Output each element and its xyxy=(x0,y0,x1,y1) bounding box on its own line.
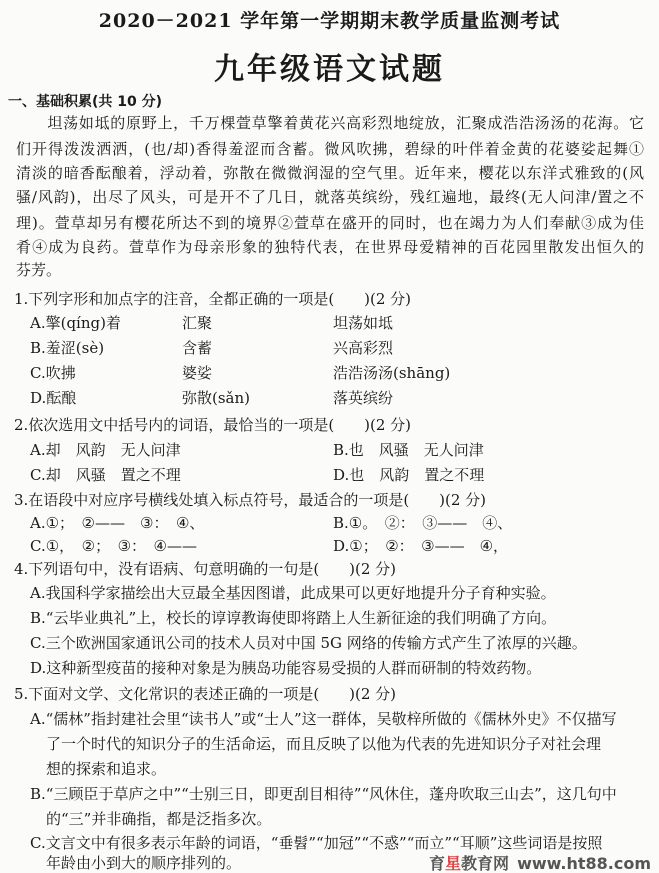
q1-option-d: 弥散(sǎn) xyxy=(182,389,251,407)
q1-option-a: 汇聚 xyxy=(182,314,213,332)
q1-option-c: C.吹拂 xyxy=(30,364,76,382)
q5-option-b: B.“三顾臣于草庐之中”“士别三日，即更刮目相待”“风休住，蓬舟吹取三山去”，这几句中 xyxy=(30,785,617,803)
q4-option-d: D.这种新型疫苗的接种对象是为胰岛功能容易受损的人群而研制的特效药物。 xyxy=(30,659,542,677)
passage-line: 理)。萱草却另有樱花所达不到的境界②萱草在盛开的同时，也在竭力为人们奉献③成为佳 xyxy=(16,214,644,232)
question-5-stem: 5.下面对文学、文化常识的表述正确的一项是( )(2 分) xyxy=(14,685,397,703)
q5-option-a: A.“儒林”指封建社会里“读书人”或“士人”这一群体，吴敬梓所做的《儒林外史》不仅描写 xyxy=(30,710,617,728)
q1-option-d: D.酝酿 xyxy=(30,389,77,407)
passage-line: 们开得泼泼洒洒，(也/却)香得羞涩而含蓄。微风吹拂，碧绿的叶伴着金黄的花婆娑起舞① xyxy=(16,140,644,158)
q1-option-c: 浩浩汤汤(shāng) xyxy=(333,364,451,382)
question-2-stem: 2.依次选用文中括号内的词语，最恰当的一项是( )(2 分) xyxy=(14,416,412,434)
q1-option-a: A.擎(qíng)着 xyxy=(30,314,121,332)
question-4-stem: 4.下列语句中，没有语病、句意明确的一句是( )(2 分) xyxy=(14,560,397,578)
q1-option-a: 坦荡如坻 xyxy=(333,314,394,332)
q5-option-a: 想的探索和追求。 xyxy=(46,760,167,778)
passage-line: 肴④成为良药。萱草作为母亲形象的独特代表，在世界母爱精神的百花园里散发出恒久的 xyxy=(16,238,644,256)
q1-option-d: 落英缤纷 xyxy=(333,389,394,407)
question-1-stem: 1.下列字形和加点字的注音，全都正确的一项是( )(2 分) xyxy=(14,290,412,308)
passage-line: 芬芳。 xyxy=(16,261,62,279)
q5-option-a: 了一个时代的知识分子的生活命运，而且反映了以他为代表的先进知识分子对社会理 xyxy=(46,735,602,753)
q3-option-a: A.①； ②—— ③： ④、 xyxy=(30,514,205,532)
q2-option-c: C.却 风骚 置之不理 xyxy=(30,466,181,484)
q3-option-b: B.①。 ②： ③—— ④、 xyxy=(333,514,513,532)
q4-option-c: C.三个欧洲国家通讯公司的技术人员对中国 5G 网络的传输方式产生了浓厚的兴趣。 xyxy=(30,634,587,652)
exam-title: 2020－2021 学年第一学期期末教学质量监测考试 xyxy=(98,10,561,32)
question-3-stem: 3.在语段中对应序号横线处填入标点符号，最适合的一项是( )(2 分) xyxy=(14,491,487,509)
q3-option-c: C.①， ②； ③： ④—— xyxy=(30,537,198,555)
q1-option-c: 婆娑 xyxy=(182,364,213,382)
q5-option-c: 年龄由小到大的顺序排列的。 xyxy=(46,854,242,872)
q4-option-b: B.“云毕业典礼”上，校长的谆谆教诲使即将踏上人生新征途的我们明确了方向。 xyxy=(30,609,557,627)
passage-line: 清淡的暗香酝酿着，浮动着，弥散在微微润湿的空气里。近年来，樱花以东洋式雅致的(风 xyxy=(16,164,644,182)
q3-option-d: D.①； ②： ③—— ④， xyxy=(333,537,509,555)
q2-option-a: A.却 风韵 无人问津 xyxy=(30,441,181,459)
exam-subject-title: 九年级语文试题 xyxy=(214,52,445,87)
q1-option-b: 含蓄 xyxy=(182,339,213,357)
watermark-logo: 育星教育网 www.ht88.com xyxy=(429,854,651,873)
q2-option-b: B.也 风骚 无人问津 xyxy=(333,441,484,459)
q5-option-c: C.文言文中有很多表示年龄的词语，“垂髫”“加冠”“不惑”“而立”“耳顺”这些词语是按照 xyxy=(30,834,603,852)
passage-line: 骚/风韵)，出尽了风头，可是开不了几日，就落英缤纷，残红遍地，最终(无人问津/置之不 xyxy=(16,188,644,206)
q1-option-b: 兴高彩烈 xyxy=(333,339,394,357)
section-heading: 一、基础积累(共 10 分) xyxy=(8,94,163,110)
q5-option-b: 的“三”并非确指，都是泛指多次。 xyxy=(46,810,272,828)
q1-option-b: B.羞涩(sè) xyxy=(30,339,105,357)
passage-line: 坦荡如坻的原野上，千万棵萱草擎着黄花兴高彩烈地绽放，汇聚成浩浩汤汤的花海。它 xyxy=(16,114,644,132)
q2-option-d: D.也 风韵 置之不理 xyxy=(333,466,485,484)
q4-option-a: A.我国科学家描绘出大豆最全基因图谱，此成果可以更好地提升分子育种实验。 xyxy=(30,584,556,602)
